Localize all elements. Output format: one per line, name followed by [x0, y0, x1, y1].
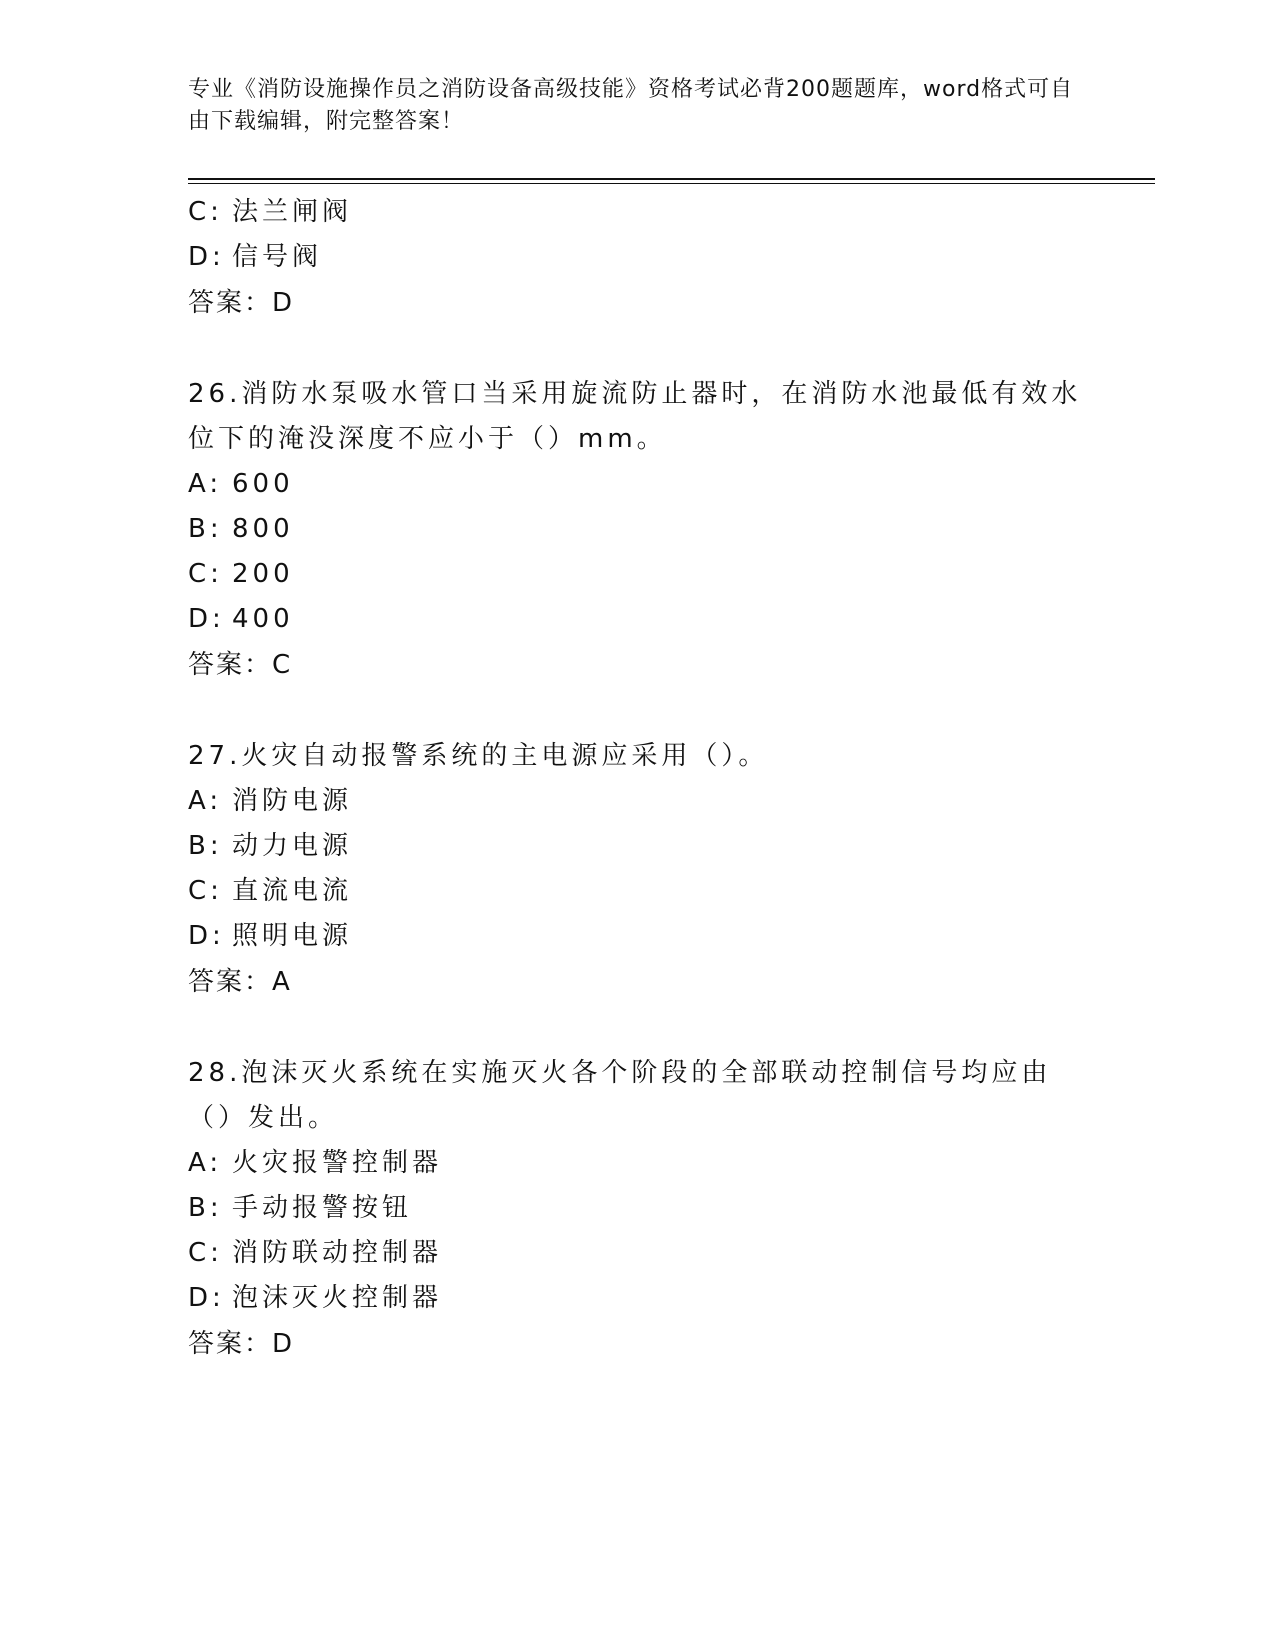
option-text: 800 [232, 514, 294, 544]
option-label: A: [188, 469, 223, 499]
option-text: 法兰闸阀 [232, 197, 353, 227]
question-27 [188, 734, 1088, 1005]
option-a [188, 1141, 1088, 1186]
option-b [188, 1186, 1088, 1231]
option-label: D: [188, 921, 225, 951]
option-c [188, 1231, 1088, 1276]
option-b [188, 824, 1088, 869]
option-text: 600 [232, 469, 294, 499]
option-a [188, 462, 1088, 507]
option-text: 消防电源 [232, 786, 353, 816]
option-label: C: [188, 559, 223, 589]
partial-question [188, 190, 1088, 326]
question-26 [188, 372, 1088, 688]
option-d [188, 1276, 1088, 1321]
option-text: 信号阀 [232, 242, 323, 272]
option-text: 照明电源 [232, 921, 353, 951]
question-text: 28.泡沫灭火系统在实施灭火各个阶段的全部联动控制信号均应由（）发出。 [188, 1058, 1052, 1133]
option-text: 泡沫灭火控制器 [232, 1283, 443, 1313]
option-label: B: [188, 514, 223, 544]
option-label: B: [188, 1193, 223, 1223]
question-text: 27.火灾自动报警系统的主电源应采用（）。 [188, 741, 769, 771]
option-label: A: [188, 786, 223, 816]
option-label: B: [188, 831, 223, 861]
option-c [188, 869, 1088, 914]
option-c [188, 190, 1088, 235]
answer: 答案：A [188, 967, 292, 997]
option-text: 直流电流 [232, 876, 353, 906]
question-28 [188, 1051, 1088, 1367]
question-text: 26.消防水泵吸水管口当采用旋流防止器时，在消防水池最低有效水位下的淹没深度不应小于（）mm。 [188, 379, 1082, 454]
option-text: 火灾报警控制器 [232, 1148, 443, 1178]
option-d [188, 597, 1088, 642]
option-text: 200 [232, 559, 294, 589]
option-label: C: [188, 1238, 223, 1268]
option-text: 消防联动控制器 [232, 1238, 443, 1268]
option-d [188, 914, 1088, 959]
option-text: 400 [232, 604, 294, 634]
header-divider-thick [188, 178, 1155, 180]
question-list [188, 190, 1088, 1367]
option-label: A: [188, 1148, 223, 1178]
document-header: 专业《消防设施操作员之消防设备高级技能》资格考试必背200题题库，word格式可自由下载编辑，附完整答案！ [188, 77, 1074, 134]
option-a [188, 779, 1088, 824]
option-c [188, 552, 1088, 597]
option-label: D: [188, 242, 225, 272]
option-d [188, 235, 1088, 280]
answer: 答案：C [188, 650, 293, 680]
option-label: D: [188, 1283, 225, 1313]
option-label: D: [188, 604, 225, 634]
option-text: 动力电源 [232, 831, 353, 861]
option-text: 手动报警按钮 [232, 1193, 413, 1223]
answer: 答案：D [188, 1329, 295, 1359]
option-label: C: [188, 876, 223, 906]
answer: 答案：D [188, 288, 295, 318]
header-divider-thin [188, 183, 1155, 184]
option-label: C: [188, 197, 223, 227]
option-b [188, 507, 1088, 552]
